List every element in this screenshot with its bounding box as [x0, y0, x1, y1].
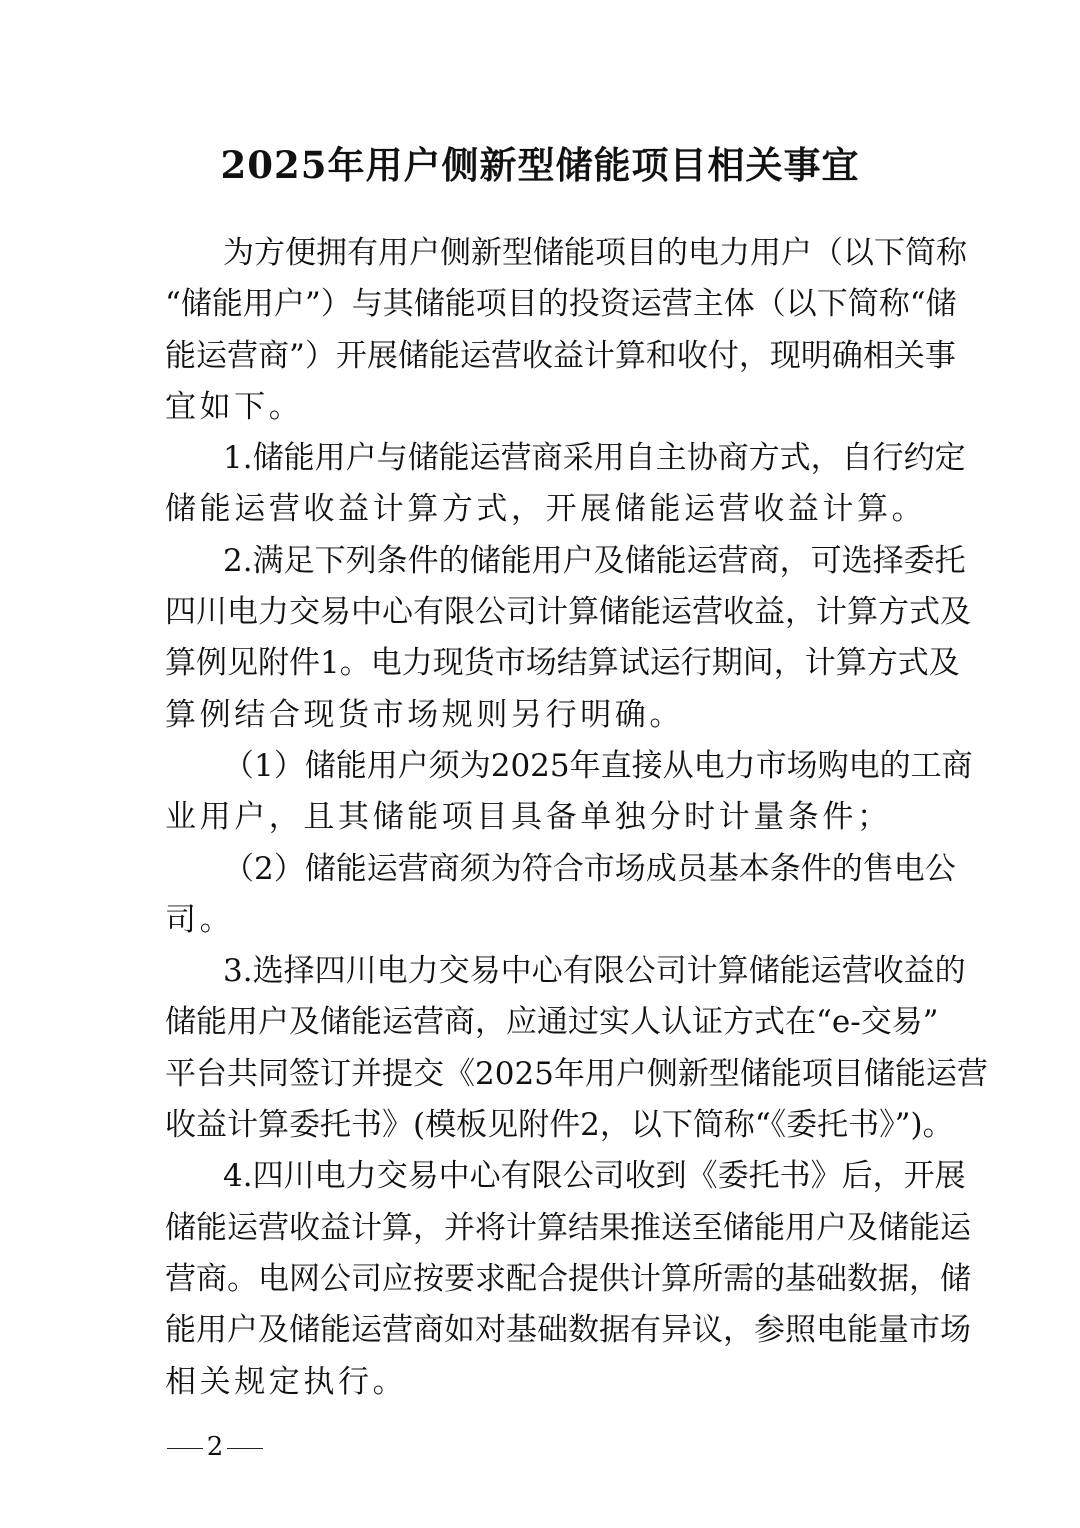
paragraph-line: 相关规定执行。 [165, 1363, 408, 1400]
paragraph-line: 1.储能用户与储能运营商采用自主协商方式，自行约定 [223, 440, 966, 477]
paragraph-line: 收益计算委托书》(模板见附件2，以下简称“《委托书》”)。 [165, 1107, 954, 1144]
paragraph-line: 平台共同签订并提交《2025年用户侧新型储能项目储能运营 [165, 1055, 988, 1092]
page-number [160, 1432, 270, 1462]
paragraph-line: 司。 [165, 901, 235, 938]
paragraph-line: 4.四川电力交易中心有限公司收到《委托书》后，开展 [223, 1158, 966, 1195]
paragraph-line: （1）储能用户须为2025年直接从电力市场购电的工商 [223, 747, 973, 784]
paragraph-line: 储能运营收益计算，并将计算结果推送至储能用户及储能运 [165, 1209, 971, 1246]
paragraph-line: 能运营商”）开展储能运营收益计算和收付，现明确相关事 [165, 337, 956, 374]
paragraph-line: “储能用户”）与其储能项目的投资运营主体（以下简称“储 [165, 286, 957, 323]
paragraph-line: 为方便拥有用户侧新型储能项目的电力用户（以下简称 [223, 235, 967, 271]
paragraph-line: 业用户，且其储能项目具备单独分时计量条件； [165, 799, 892, 836]
page-number-text: 2 [206, 1432, 224, 1462]
paragraph-line: （2）储能运营商须为符合市场成员基本条件的售电公 [223, 850, 956, 887]
paragraph-line: 储能用户及储能运营商，应通过实人认证方式在“e-交易” [165, 1004, 939, 1041]
paragraph-line: 算例结合现货市场规则另行明确。 [165, 696, 684, 733]
paragraph-line: 营商。电网公司应按要求配合提供计算所需的基础数据，储 [165, 1260, 971, 1297]
paragraph-line: 算例见附件1。电力现货市场结算试运行期间，计算方式及 [165, 645, 960, 682]
page-number-dash [167, 1448, 203, 1449]
page-number-dash [227, 1448, 263, 1449]
paragraph-line: 2.满足下列条件的储能用户及储能运营商，可选择委托 [223, 542, 966, 579]
paragraph-line: 能用户及储能运营商如对基础数据有异议，参照电能量市场 [165, 1312, 971, 1349]
document-title: 2025年用户侧新型储能项目相关事宜 [220, 143, 860, 187]
paragraph-line: 储能运营收益计算方式，开展储能运营收益计算。 [165, 491, 927, 528]
paragraph-line: 宜如下。 [165, 388, 304, 425]
paragraph-line: 3.选择四川电力交易中心有限公司计算储能运营收益的 [223, 953, 966, 990]
document-body [165, 228, 988, 1408]
paragraph-line: 四川电力交易中心有限公司计算储能运营收益，计算方式及 [165, 594, 971, 631]
